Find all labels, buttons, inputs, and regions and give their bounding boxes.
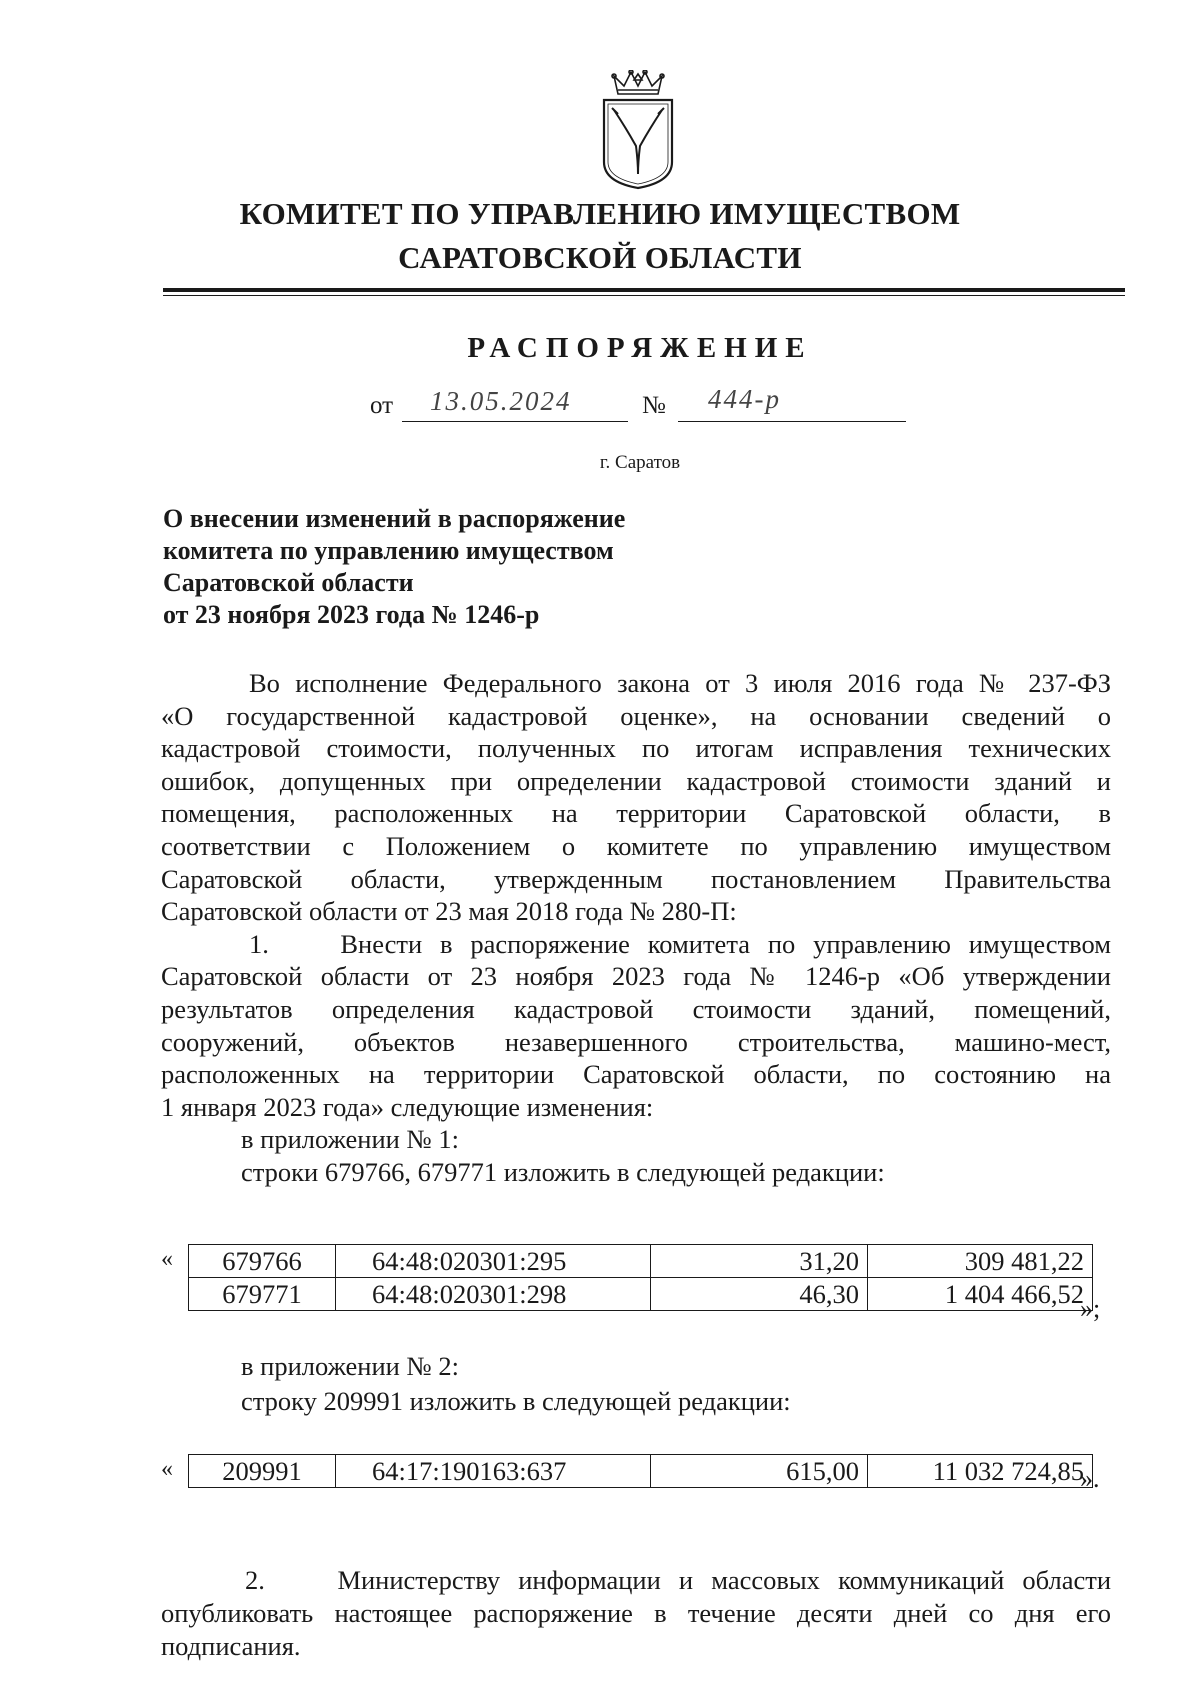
annex2-instruction: строку 209991 изложить в следующей редакции: bbox=[241, 1386, 791, 1416]
text-line: 2. Министерству информации и массовых коммуникаций области bbox=[245, 1565, 1111, 1595]
table1-open-quote: « bbox=[161, 1246, 173, 1272]
table2-close-quote: ». bbox=[1080, 1464, 1100, 1493]
table-cell-cadastral-number: 64:48:020301:298 bbox=[336, 1278, 651, 1311]
table1-close-quote: »; bbox=[1080, 1294, 1101, 1323]
preamble-paragraph bbox=[161, 667, 1111, 1189]
table-cell-row-number: 679766 bbox=[189, 1245, 336, 1278]
title-line: О внесении изменений в распоряжение bbox=[163, 504, 626, 533]
document-type: РАСПОРЯЖЕНИЕ bbox=[467, 332, 813, 364]
annex2-label: в приложении № 2: bbox=[241, 1351, 459, 1381]
date-underline bbox=[402, 421, 628, 422]
org-name-line1: КОМИТЕТ ПО УПРАВЛЕНИЮ ИМУЩЕСТВОМ bbox=[239, 196, 961, 231]
item2-paragraph bbox=[161, 1564, 1111, 1663]
table-cell-cadastral-value: 309 481,22 bbox=[868, 1245, 1093, 1278]
number-handwritten: 444-р bbox=[708, 384, 781, 414]
table-row bbox=[189, 1455, 1093, 1488]
text-line: Саратовской области, утвержденным постановлением Правительства bbox=[161, 863, 1111, 894]
text-line: подписания. bbox=[161, 1631, 301, 1661]
table1 bbox=[188, 1244, 1093, 1311]
document-title bbox=[163, 503, 625, 631]
header-rule-thick bbox=[163, 288, 1125, 292]
number-label: № bbox=[642, 392, 666, 419]
table-cell-row-number: 679771 bbox=[189, 1278, 336, 1311]
date-label: от bbox=[370, 392, 394, 419]
number-underline bbox=[678, 421, 906, 422]
text-line: результатов определения кадастровой стоимости зданий, помещений, bbox=[161, 993, 1111, 1024]
text-line: Саратовской области от 23 ноября 2023 года № 1246-р «Об утверждении bbox=[161, 961, 1111, 992]
text-line: соответствии с Положением о комитете по управлению имуществом bbox=[161, 830, 1111, 861]
text-line: помещения, расположенных на территории Саратовской области, в bbox=[161, 798, 1111, 829]
title-line: комитета по управлению имуществом bbox=[163, 536, 614, 565]
table-cell-cadastral-number: 64:48:020301:295 bbox=[336, 1245, 651, 1278]
table-cell-row-number: 209991 bbox=[189, 1455, 336, 1488]
title-line: Саратовской области bbox=[163, 568, 414, 597]
text-line: кадастровой стоимости, полученных по итогам исправления технических bbox=[161, 733, 1111, 764]
annex1-instruction: строки 679766, 679771 изложить в следующей редакции: bbox=[241, 1156, 885, 1187]
table2 bbox=[188, 1454, 1093, 1488]
annex1-label: в приложении № 1: bbox=[241, 1124, 459, 1155]
table-row bbox=[189, 1245, 1093, 1278]
header-rule-thin bbox=[163, 295, 1125, 296]
text-line: 1. Внести в распоряжение комитета по управлению имуществом bbox=[249, 928, 1111, 959]
text-line: 1 января 2023 года» следующие изменения: bbox=[161, 1091, 654, 1122]
text-line: сооружений, объектов незавершенного строительства, машино-мест, bbox=[161, 1026, 1111, 1057]
table-cell-cadastral-value: 1 404 466,52 bbox=[868, 1278, 1093, 1311]
text-line: ошибок, допущенных при определении кадастровой стоимости зданий и bbox=[161, 765, 1111, 796]
table-cell-area: 46,30 bbox=[651, 1278, 868, 1311]
org-name-line2: САРАТОВСКОЙ ОБЛАСТИ bbox=[398, 240, 802, 275]
text-line: опубликовать настоящее распоряжение в течение десяти дней со дня его bbox=[161, 1598, 1111, 1628]
table-cell-cadastral-number: 64:17:190163:637 bbox=[336, 1455, 651, 1488]
city: г. Саратов bbox=[599, 452, 681, 473]
date-handwritten: 13.05.2024 bbox=[430, 386, 572, 416]
text-line: расположенных на территории Саратовской области, по состоянию на bbox=[161, 1059, 1111, 1090]
text-line: «О государственной кадастровой оценке», на основании сведений о bbox=[161, 700, 1111, 731]
table2-open-quote: « bbox=[161, 1456, 173, 1482]
table-row bbox=[189, 1278, 1093, 1311]
table-cell-area: 31,20 bbox=[651, 1245, 868, 1278]
text-line: Саратовской области от 23 мая 2018 года № 280-П: bbox=[161, 896, 737, 927]
table-cell-area: 615,00 bbox=[651, 1455, 868, 1488]
table-cell-cadastral-value: 11 032 724,85 bbox=[868, 1455, 1093, 1488]
title-line: от 23 ноября 2023 года № 1246-р bbox=[163, 600, 540, 629]
coat-of-arms-emblem bbox=[598, 70, 678, 190]
text-line: Во исполнение Федерального закона от 3 июля 2016 года № 237-ФЗ bbox=[249, 668, 1111, 698]
